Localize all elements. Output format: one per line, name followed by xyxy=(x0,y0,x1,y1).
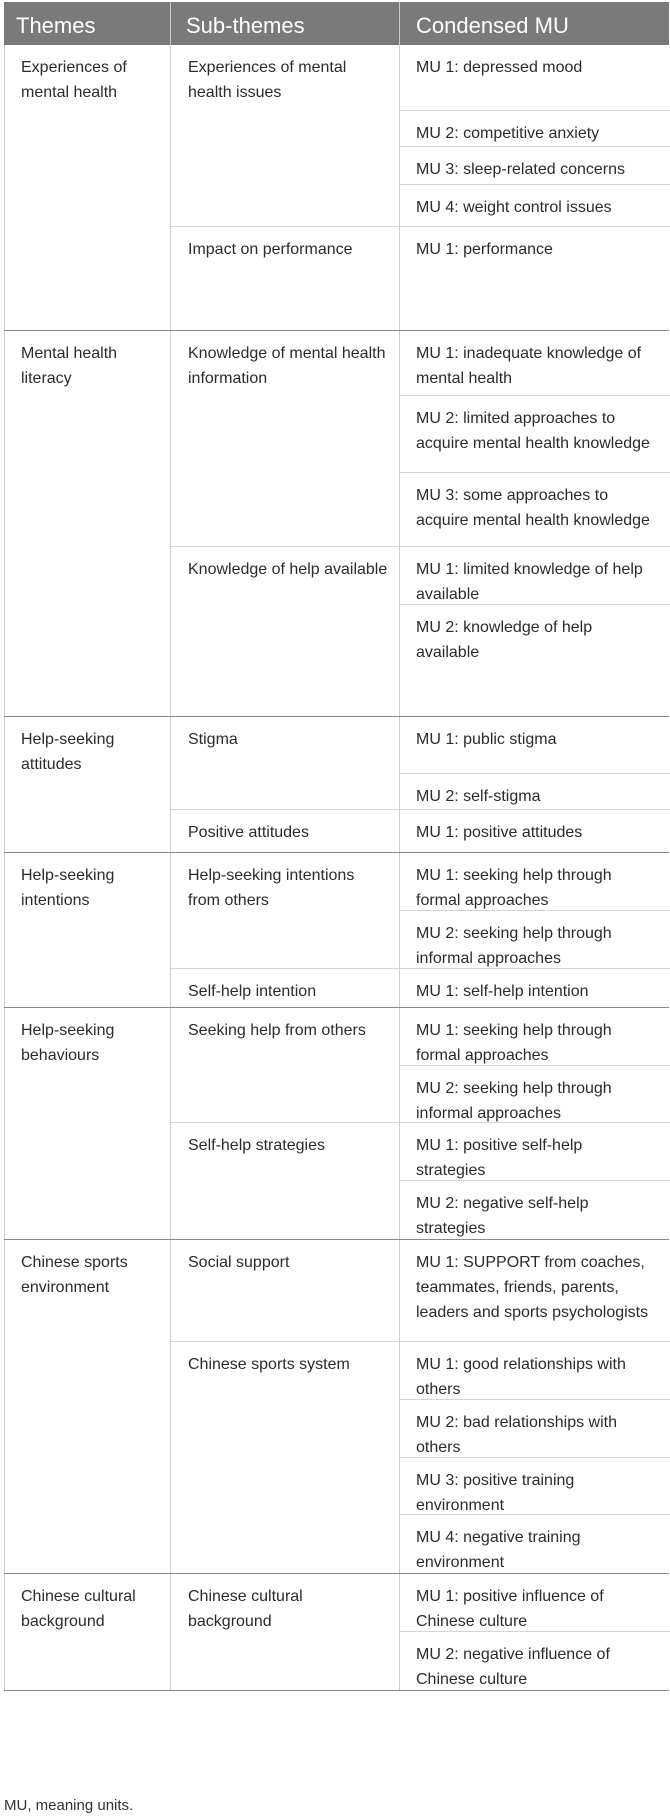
subtheme-cell xyxy=(171,717,400,810)
mu-cell xyxy=(400,1515,670,1573)
theme-cell xyxy=(4,1008,171,1239)
mu-group xyxy=(400,331,670,547)
theme-cell xyxy=(4,1574,171,1690)
subtheme-cell xyxy=(171,227,400,270)
mu-text: MU 2: bad relationships with others xyxy=(416,1414,617,1456)
mu-column xyxy=(399,1008,670,1239)
mu-cell xyxy=(400,810,670,852)
subtheme-column xyxy=(170,45,400,330)
subtheme-label: Seeking help from others xyxy=(188,1022,366,1039)
mu-text: MU 2: knowledge of help available xyxy=(416,619,593,661)
mu-cell xyxy=(400,969,670,1007)
theme-cell xyxy=(4,853,171,1007)
mu-cell xyxy=(400,717,670,774)
subtheme-label: Chinese cultural background xyxy=(188,1588,303,1630)
mu-column xyxy=(399,1240,670,1573)
subtheme-cell xyxy=(171,853,400,969)
mu-text: MU 1: positive self-help strategies xyxy=(416,1137,583,1179)
subtheme-label: Stigma xyxy=(188,731,238,748)
mu-text: MU 1: depressed mood xyxy=(416,59,583,76)
mu-column xyxy=(399,331,670,716)
mu-text: MU 1: seeking help through formal approaches xyxy=(416,867,612,909)
mu-text: MU 1: seeking help through formal approaches xyxy=(416,1022,612,1064)
mu-text: MU 1: public stigma xyxy=(416,731,557,748)
mu-cell xyxy=(400,1240,670,1342)
mu-text: MU 3: some approaches to acquire mental health knowledge xyxy=(416,487,650,529)
subtheme-cell xyxy=(171,547,400,662)
mu-text: MU 1: positive attitudes xyxy=(416,824,583,841)
mu-cell xyxy=(400,1400,670,1458)
mu-text: MU 2: competitive anxiety xyxy=(416,125,600,142)
mu-cell xyxy=(400,185,670,227)
mu-group xyxy=(400,227,670,270)
mu-group xyxy=(400,547,670,662)
mu-column xyxy=(399,717,670,852)
mu-text: MU 3: positive training environment xyxy=(416,1472,575,1514)
subtheme-column xyxy=(170,1240,400,1573)
mu-cell xyxy=(400,853,670,911)
mu-cell xyxy=(400,111,670,147)
mu-cell xyxy=(400,1458,670,1515)
mu-text: MU 2: negative self-help strategies xyxy=(416,1195,589,1237)
theme-row xyxy=(4,853,669,1008)
mu-cell xyxy=(400,605,670,662)
subtheme-label: Social support xyxy=(188,1254,290,1271)
theme-cell xyxy=(4,1240,171,1573)
mu-text: MU 2: seeking help through informal approaches xyxy=(416,1080,612,1122)
mu-column xyxy=(399,1574,670,1690)
subtheme-cell xyxy=(171,1008,400,1123)
theme-row xyxy=(4,1008,669,1240)
mu-text: MU 1: limited knowledge of help available xyxy=(416,561,643,603)
mu-text: MU 1: self-help intention xyxy=(416,983,589,1000)
mu-text: MU 4: weight control issues xyxy=(416,199,612,216)
subtheme-cell xyxy=(171,1342,400,1573)
subtheme-label: Experiences of mental health issues xyxy=(188,59,347,101)
mu-cell xyxy=(400,1181,670,1239)
subtheme-label: Knowledge of help available xyxy=(188,561,388,578)
mu-cell xyxy=(400,911,670,969)
mu-cell xyxy=(400,1066,670,1123)
subtheme-column xyxy=(170,331,400,716)
subtheme-cell xyxy=(171,45,400,227)
header-condensed-mu: Condensed MU xyxy=(416,13,569,38)
header-sub-themes: Sub-themes xyxy=(186,13,305,38)
subtheme-cell xyxy=(171,1240,400,1342)
mu-text: MU 1: inadequate knowledge of mental health xyxy=(416,345,642,387)
header-divider xyxy=(170,2,171,45)
theme-row xyxy=(4,45,669,331)
mu-cell xyxy=(400,1008,670,1066)
mu-text: MU 2: seeking help through informal approaches xyxy=(416,925,612,967)
subtheme-label: Chinese sports system xyxy=(188,1356,350,1373)
mu-group xyxy=(400,853,670,969)
theme-cell xyxy=(4,45,171,330)
mu-text: MU 2: limited approaches to acquire mental health knowledge xyxy=(416,410,650,452)
subtheme-label: Help-seeking intentions from others xyxy=(188,867,355,909)
table-header xyxy=(4,2,669,45)
theme-row xyxy=(4,1240,669,1574)
subtheme-cell xyxy=(171,1574,400,1690)
subtheme-label: Impact on performance xyxy=(188,241,353,258)
subtheme-label: Self-help intention xyxy=(188,983,317,1000)
subtheme-column xyxy=(170,853,400,1007)
theme-label: Mental health literacy xyxy=(21,345,118,387)
theme-label: Experiences of mental health xyxy=(21,59,127,101)
mu-cell xyxy=(400,227,670,270)
subtheme-column xyxy=(170,1008,400,1239)
mu-cell xyxy=(400,1574,670,1632)
mu-text: MU 3: sleep-related concerns xyxy=(416,161,625,178)
mu-cell xyxy=(400,1632,670,1690)
theme-label: Help-seeking intentions xyxy=(21,867,115,909)
mu-column xyxy=(399,45,670,330)
mu-text: MU 4: negative training environment xyxy=(416,1529,581,1571)
mu-group xyxy=(400,1123,670,1239)
table-body xyxy=(4,45,669,1691)
mu-cell xyxy=(400,45,670,111)
mu-text: MU 1: SUPPORT from coaches, teammates, friends, parents, leaders and sports psychologists xyxy=(416,1254,649,1321)
mu-group xyxy=(400,969,670,1007)
theme-label: Chinese sports environment xyxy=(21,1254,128,1296)
subtheme-cell xyxy=(171,1123,400,1239)
theme-label: Help-seeking behaviours xyxy=(21,1022,115,1064)
mu-cell xyxy=(400,1342,670,1400)
subtheme-column xyxy=(170,1574,400,1690)
subtheme-column xyxy=(170,717,400,852)
mu-text: MU 2: negative influence of Chinese culture xyxy=(416,1646,610,1688)
header-themes: Themes xyxy=(16,13,96,38)
theme-row xyxy=(4,717,669,853)
mu-group xyxy=(400,45,670,227)
theme-label: Help-seeking attitudes xyxy=(21,731,115,773)
mu-group xyxy=(400,810,670,852)
mu-cell xyxy=(400,331,670,396)
theme-cell xyxy=(4,717,171,852)
theme-cell xyxy=(4,331,171,716)
theme-row xyxy=(4,1574,669,1691)
mu-group xyxy=(400,1008,670,1123)
header-divider xyxy=(399,2,400,45)
theme-label: Chinese cultural background xyxy=(21,1588,136,1630)
theme-row xyxy=(4,331,669,717)
mu-cell xyxy=(400,147,670,185)
mu-text: MU 2: self-stigma xyxy=(416,788,541,805)
mu-text: MU 1: positive influence of Chinese culture xyxy=(416,1588,604,1630)
mu-group xyxy=(400,1574,670,1690)
mu-group xyxy=(400,1342,670,1573)
mu-column xyxy=(399,853,670,1007)
subtheme-label: Positive attitudes xyxy=(188,824,309,841)
subtheme-cell xyxy=(171,331,400,547)
data-table xyxy=(4,2,669,1691)
table-footnote: MU, meaning units. xyxy=(4,1797,134,1814)
mu-cell xyxy=(400,547,670,605)
subtheme-cell xyxy=(171,969,400,1007)
mu-text: MU 1: good relationships with others xyxy=(416,1356,626,1398)
mu-text: MU 1: performance xyxy=(416,241,553,258)
mu-cell xyxy=(400,774,670,810)
mu-cell xyxy=(400,473,670,547)
mu-cell xyxy=(400,1123,670,1181)
subtheme-cell xyxy=(171,810,400,852)
mu-group xyxy=(400,1240,670,1342)
subtheme-label: Knowledge of mental health information xyxy=(188,345,386,387)
subtheme-label: Self-help strategies xyxy=(188,1137,325,1154)
mu-group xyxy=(400,717,670,810)
mu-cell xyxy=(400,396,670,473)
